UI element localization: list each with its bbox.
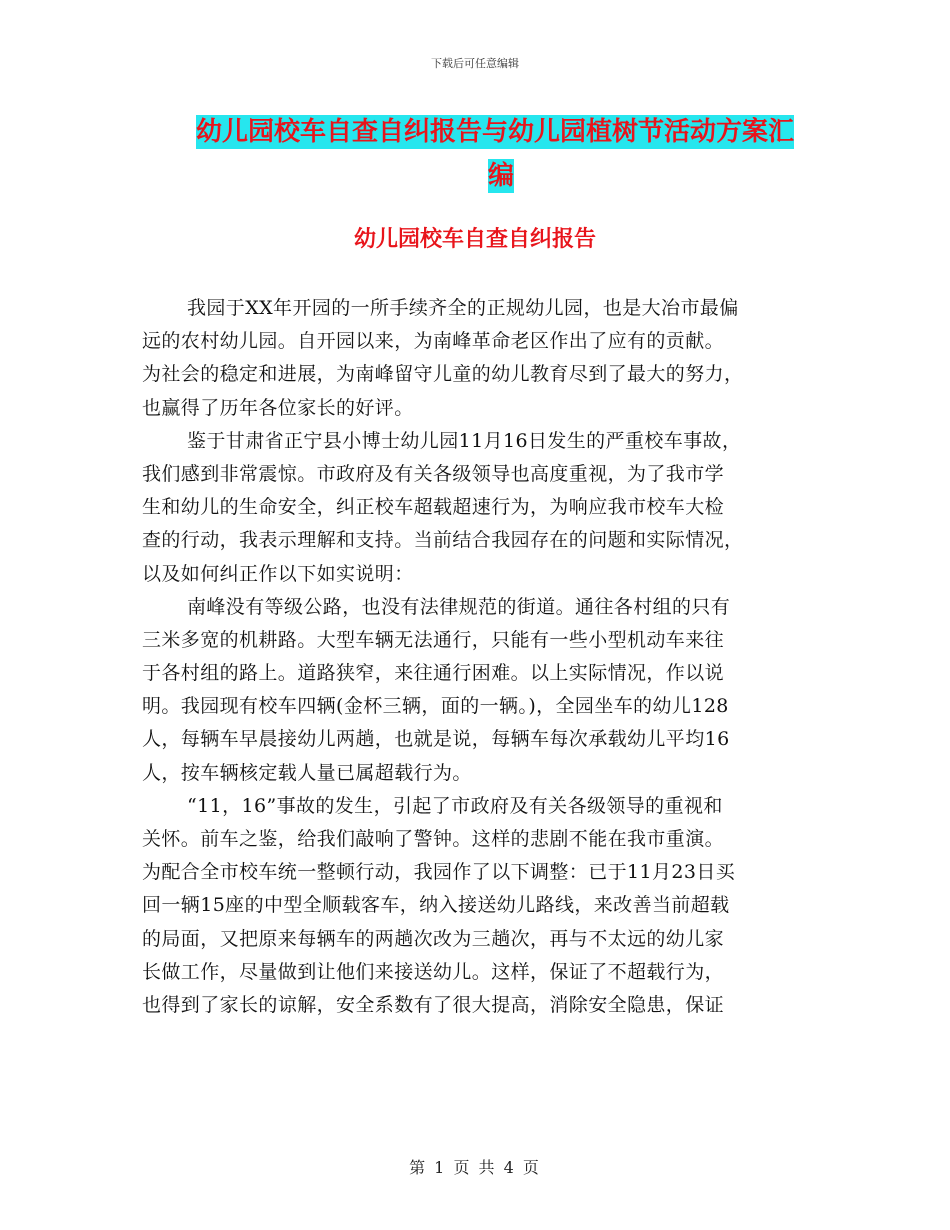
text-line: 于各村组的路上。道路狭窄，来往通行困难。以上实际情况，作以说: [142, 662, 725, 685]
text-line: 鉴于甘肃省正宁县小博士幼儿园11月16日发生的严重校车事故，: [187, 429, 742, 452]
text-line: “11，16”事故的发生，引起了市政府及有关各级领导的重视和: [187, 794, 723, 817]
text-line: 南峰没有等级公路，也没有法律规范的街道。通往各村组的只有: [187, 595, 731, 618]
text-line: 远的农村幼儿园。自开园以来，为南峰革命老区作出了应有的贡献。: [142, 330, 725, 353]
text-line: 人，每辆车早晨接幼儿两趟，也就是说，每辆车每次承载幼儿平均16: [142, 728, 730, 751]
text-line: 为社会的稳定和进展，为南峰留守儿童的幼儿教育尽到了最大的努力，: [142, 363, 744, 386]
text-line: 查的行动，我表示理解和支持。当前结合我园存在的问题和实际情况，: [142, 529, 744, 552]
section-title: 幼儿园校车自查自纠报告: [353, 227, 596, 252]
text-line: 我们感到非常震惊。市政府及有关各级领导也高度重视，为了我市学: [142, 462, 725, 485]
text-line: 三米多宽的机耕路。大型车辆无法通行，只能有一些小型机动车来往: [142, 628, 725, 651]
text-line: 以及如何纠正作以下如实说明：: [142, 562, 414, 585]
document-title: [196, 110, 806, 198]
text-line: 我园于XX年开园的一所手续齐全的正规幼儿园，也是大冶市最偏: [187, 297, 739, 319]
text-line: 回一辆15座的中型全顺载客车，纳入接送幼儿路线，来改善当前超载: [142, 894, 730, 917]
text-line: 的局面，又把原来每辆车的两趟次改为三趟次，再与不太远的幼儿家: [142, 927, 725, 950]
text-line: 生和幼儿的生命安全，纠正校车超载超速行为，为响应我市校车大检: [142, 496, 725, 519]
text-line: 也得到了家长的谅解，安全系数有了很大提高，消除安全隐患，保证: [142, 993, 725, 1016]
header-note: 下载后可任意编辑: [431, 57, 519, 70]
text-line: 明。我园现有校车四辆(金杯三辆，面的一辆。)，全园坐车的幼儿128: [142, 695, 729, 718]
title-line-1: 幼儿园校车自查自纠报告与幼儿园植树节活动方案汇: [196, 117, 795, 147]
text-line: 也赢得了历年各位家长的好评。: [142, 396, 414, 419]
text-line: 长做工作，尽量做到让他们来接送幼儿。这样，保证了不超载行为，: [142, 960, 725, 983]
body-text: [142, 292, 812, 1022]
page-footer: 第 1 页 共 4 页: [409, 1158, 541, 1177]
text-line: 人，按车辆核定载人量已属超载行为。: [142, 761, 472, 784]
text-line: 为配合全市校车统一整顿行动，我园作了以下调整：已于11月23日买: [142, 861, 736, 884]
title-line-2: 编: [487, 161, 514, 191]
text-line: 关怀。前车之鉴，给我们敲响了警钟。这样的悲剧不能在我市重演。: [142, 828, 725, 850]
